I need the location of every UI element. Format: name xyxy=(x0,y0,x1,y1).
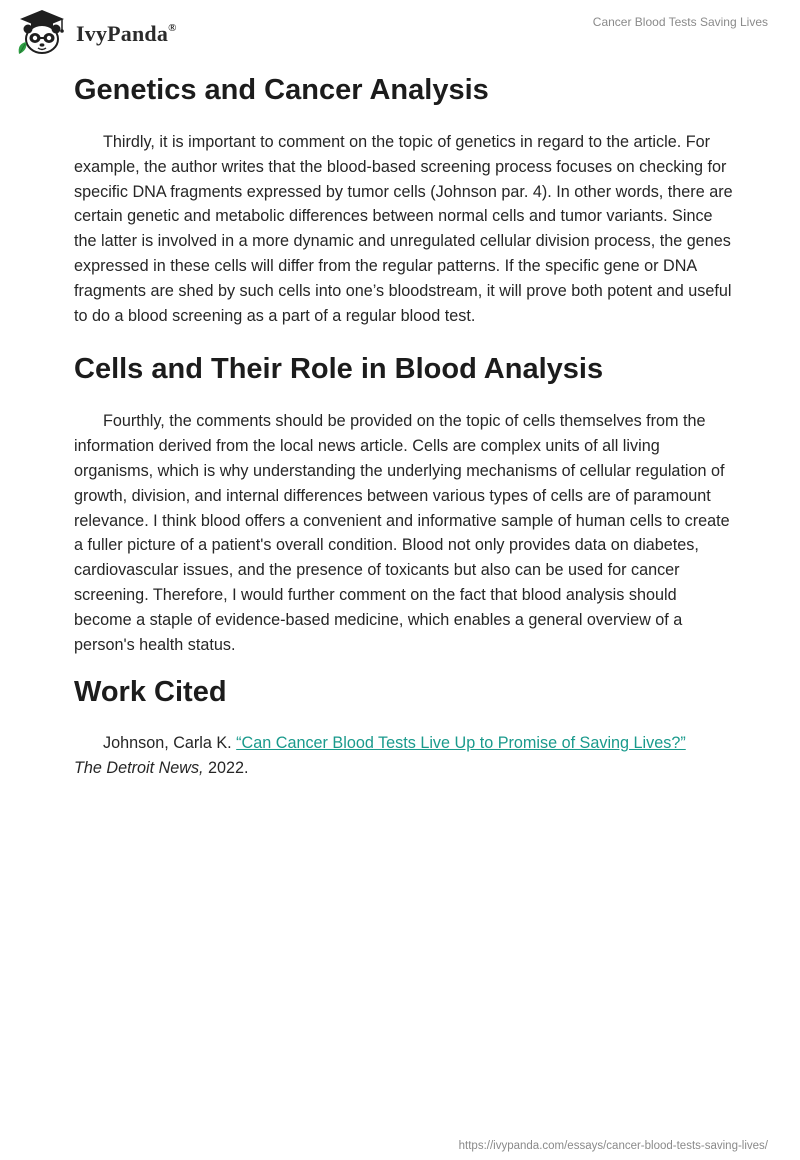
section-heading: Cells and Their Role in Blood Analysis xyxy=(74,353,604,386)
section-cells xyxy=(74,351,734,657)
citation-entry xyxy=(74,731,734,781)
page-url: https://ivypanda.com/essays/cancer-blood-tests-saving-lives/ xyxy=(458,1140,768,1152)
citation-author: Johnson, Carla K. xyxy=(103,734,237,753)
essay-content xyxy=(74,72,734,781)
brand-name: IvyPanda® xyxy=(76,21,177,46)
section-heading: Genetics and Cancer Analysis xyxy=(74,74,489,106)
document-title: Cancer Blood Tests Saving Lives xyxy=(592,15,768,29)
ivypanda-logo[interactable] xyxy=(14,8,177,56)
page-header xyxy=(0,0,800,64)
panda-graduate-icon xyxy=(14,8,70,56)
citation-source: The Detroit News, xyxy=(74,759,204,778)
section-work-cited xyxy=(74,674,734,781)
work-cited-heading: Work Cited xyxy=(74,676,227,709)
section-paragraph: Thirdly, it is important to comment on the topic of genetics in regard to the article. For example, the author writes that the blood-based screening process focuses on checking for specific DNA fragments expressed by tumor cells (Johnson par. 4). In other words, there are certain genetic and metabolic differences between normal cells and tumor variants. Since the latter is involved in a more dynamic and unregulated cellular division process, the genes expressed in these cells will differ from the regular patterns. If the specific gene or DNA fragments are shed by such cells into one’s bloodstream, it will prove both potent and useful to do a blood screening as a part of a regular blood test. xyxy=(74,133,733,325)
registered-mark: ® xyxy=(168,21,177,34)
citation-title-link[interactable]: “Can Cancer Blood Tests Live Up to Promise of Saving Lives?” xyxy=(236,734,686,753)
citation-year: 2022. xyxy=(203,759,249,778)
section-paragraph: Fourthly, the comments should be provided on the topic of cells themselves from the information derived from the local news article. Cells are complex units of all living organisms, which is why understanding the underlying mechanisms of cellular regulation of growth, division, and internal differences between various types of cells are of paramount relevance. I think blood offers a convenient and informative sample of human cells to create a fuller picture of a patient's overall condition. Blood not only provides data on diabetes, cardiovascular issues, and the presence of toxicants but also can be used for cancer screening. Therefore, I would further comment on the fact that blood analysis should become a staple of evidence-based medicine, which enables a general overview of a person's health status. xyxy=(74,412,730,654)
section-genetics xyxy=(74,72,734,328)
